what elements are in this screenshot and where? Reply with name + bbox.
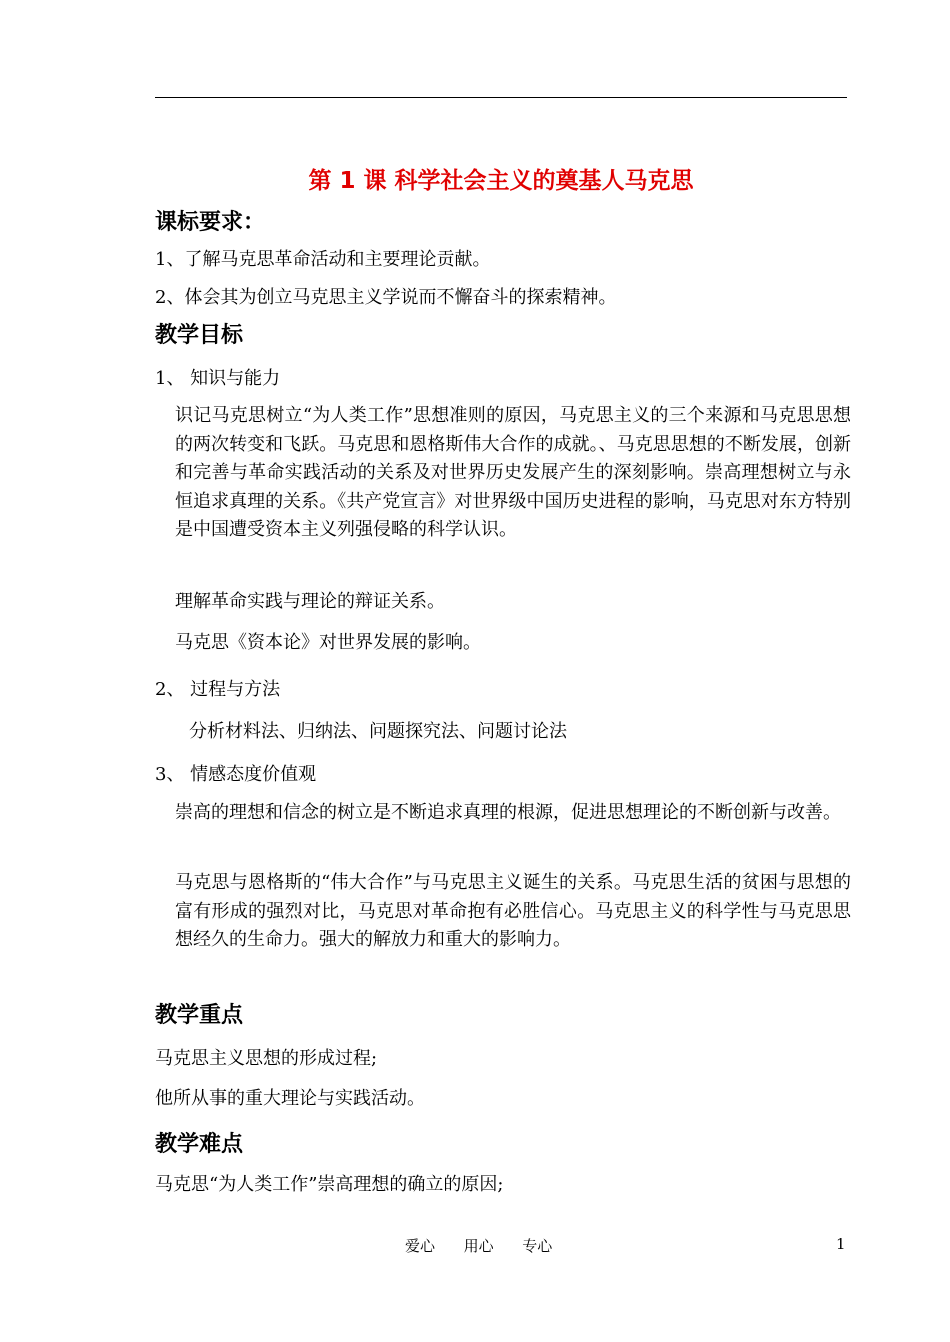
objectives-heading: 教学目标 xyxy=(155,323,244,348)
emotion-heading: 3、 情感态度价值观 xyxy=(155,764,317,785)
difficulty-1: 马克思“为人类工作”崇高理想的确立的原因; xyxy=(155,1174,504,1195)
page-number: 1 xyxy=(836,1235,846,1253)
header-rule xyxy=(155,97,847,98)
page-title: 第 1 课 科学社会主义的奠基人马克思 xyxy=(308,168,694,194)
footer-slogan: 爱心 用心 专心 xyxy=(405,1237,553,1255)
emotion-paragraph-2: 马克思与恩格斯的“伟大合作”与马克思主义诞生的关系。马克思生活的贫困与思想的富有形成的强烈对比，马克思对革命抱有必胜信心。马克思主义的科学性与马克思思想经久的生命力。强大的解放力和重大的影响力。 xyxy=(175,872,851,950)
curriculum-heading: 课标要求： xyxy=(155,210,266,235)
key-point-2: 他所从事的重大理论与实践活动。 xyxy=(155,1088,425,1109)
key-points-heading: 教学重点 xyxy=(155,1003,244,1028)
curriculum-item-1: 1、了解马克思革命活动和主要理论贡献。 xyxy=(155,249,491,270)
curriculum-item-2: 2、体会其为创立马克思主义学说而不懈奋斗的探索精神。 xyxy=(155,287,617,308)
key-point-1: 马克思主义思想的形成过程; xyxy=(155,1048,378,1069)
difficulties-heading: 教学难点 xyxy=(155,1132,244,1157)
emotion-paragraph-1: 崇高的理想和信念的树立是不断追求真理的根源，促进思想理论的不断创新与改善。 xyxy=(175,802,841,823)
knowledge-paragraph-1: 识记马克思树立“为人类工作”思想准则的原因，马克思主义的三个来源和马克思思想的两次转变和飞跃。马克思和恩格斯伟大合作的成就。、马克思思想的不断发展，创新和完善与革命实践活动的关系及对世界历史发展产生的深刻影响。崇高理想树立与永恒追求真理的关系。《共产党宣言》对世界级中国历史进程的影响，马克思对东方特别是中国遭受资本主义列强侵略的科学认识。 xyxy=(175,405,851,540)
knowledge-paragraph-2: 理解革命实践与理论的辩证关系。 xyxy=(175,591,445,612)
process-heading: 2、 过程与方法 xyxy=(155,679,281,700)
knowledge-heading: 1、 知识与能力 xyxy=(155,368,281,389)
knowledge-paragraph-3: 马克思《资本论》对世界发展的影响。 xyxy=(175,632,481,653)
process-text: 分析材料法、归纳法、问题探究法、问题讨论法 xyxy=(189,721,567,742)
